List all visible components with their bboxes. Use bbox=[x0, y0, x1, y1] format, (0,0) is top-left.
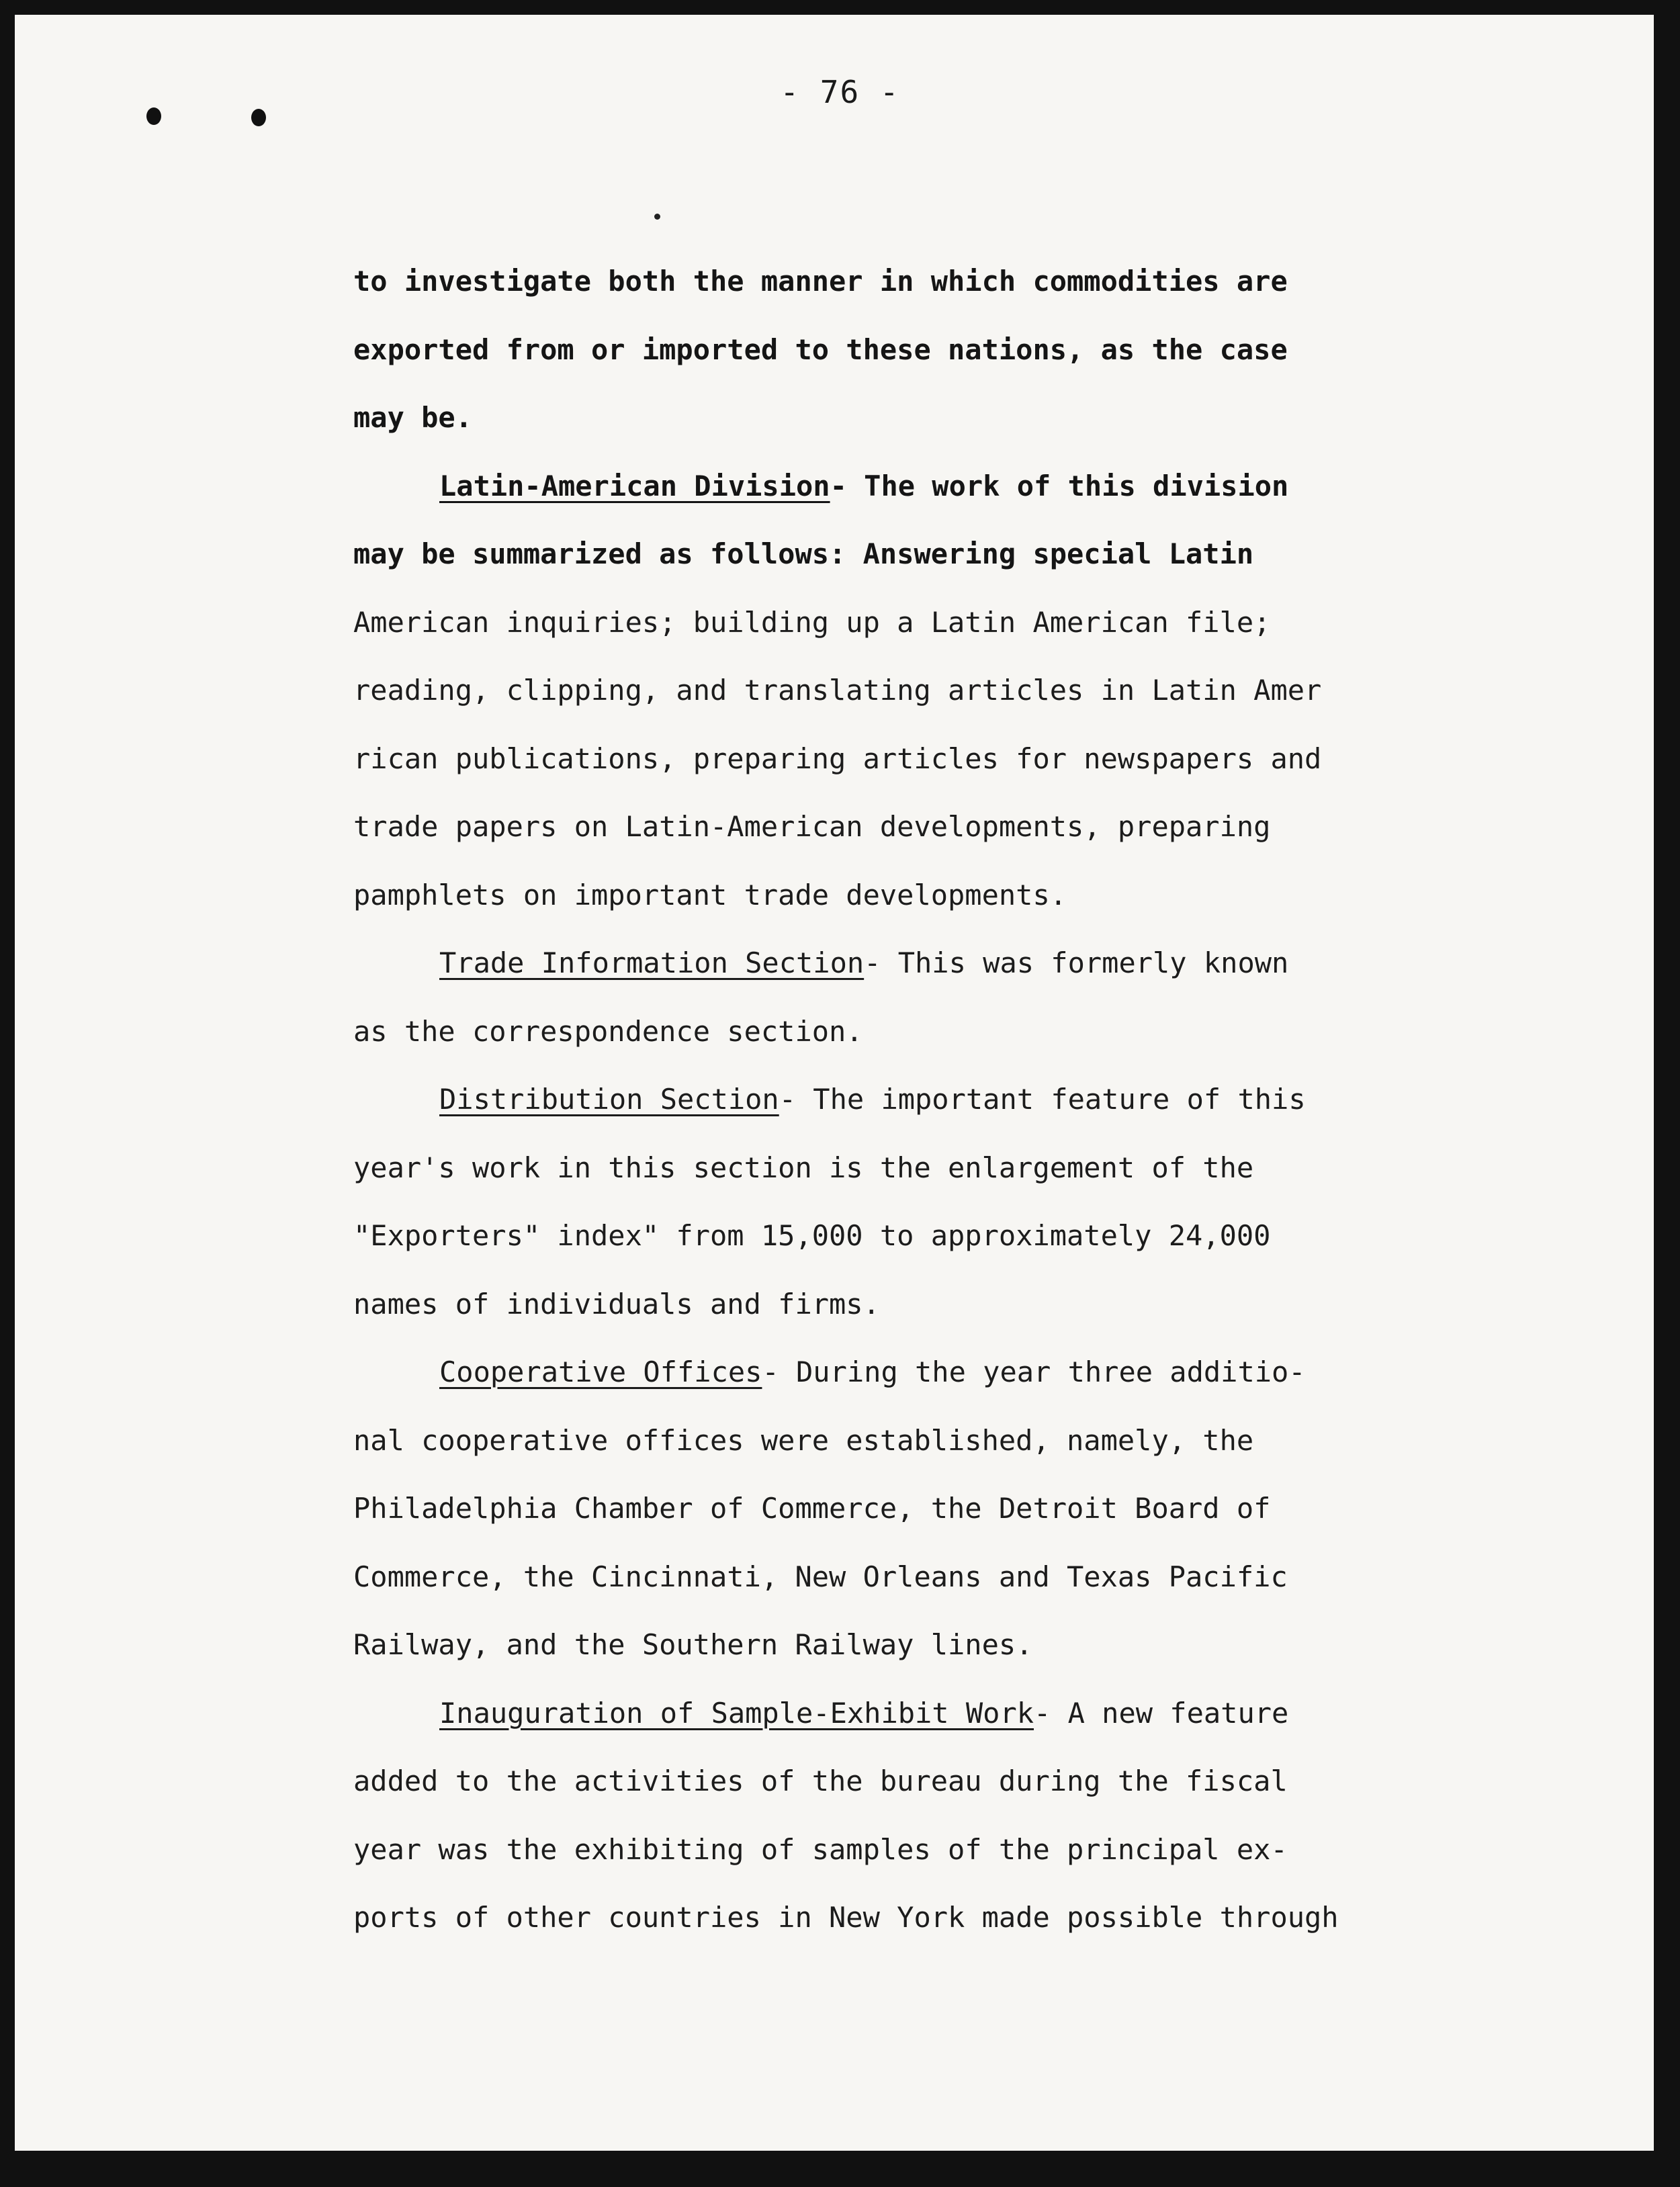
body-text bbox=[353, 247, 1401, 1952]
page-number: - 76 - bbox=[780, 74, 900, 110]
text-line: Philadelphia Chamber of Commerce, the Detroit Board of bbox=[353, 1492, 1271, 1525]
text-line: American inquiries; building up a Latin American file; bbox=[353, 605, 1271, 639]
section-heading: Distribution Section bbox=[439, 1083, 779, 1116]
text-line: as the correspondence section. bbox=[353, 1014, 863, 1048]
text-line: trade papers on Latin-American developments, preparing bbox=[353, 810, 1271, 843]
section-heading-line: Cooperative Offices- During the year three additio- bbox=[439, 1355, 1306, 1388]
text-line: may be. bbox=[353, 401, 473, 434]
text-line: year's work in this section is the enlargement of the bbox=[353, 1151, 1254, 1184]
text-line: exported from or imported to these nations, as the case bbox=[353, 332, 1288, 366]
text-line: pamphlets on important trade developments. bbox=[353, 878, 1067, 911]
text-line: Commerce, the Cincinnati, New Orleans and Texas Pacific bbox=[353, 1560, 1288, 1593]
text-line: reading, clipping, and translating articles in Latin Amer bbox=[353, 674, 1322, 707]
section-heading: Latin-American Division bbox=[439, 469, 830, 502]
text-line: names of individuals and firms. bbox=[353, 1287, 880, 1321]
text-line: nal cooperative offices were established, namely, the bbox=[353, 1423, 1254, 1457]
section-heading-line: Latin-American Division- The work of this division bbox=[439, 469, 1289, 502]
section-heading: Trade Information Section bbox=[439, 946, 865, 979]
text-line: "Exporters" index" from 15,000 to approximately 24,000 bbox=[353, 1219, 1271, 1252]
text-line: added to the activities of the bureau during the fiscal bbox=[353, 1765, 1288, 1797]
ink-speck bbox=[654, 214, 660, 220]
punch-hole-right bbox=[251, 109, 266, 126]
text-line: may be summarized as follows: Answering special Latin bbox=[353, 537, 1254, 570]
section-heading-line: Distribution Section- The important feature of this bbox=[439, 1083, 1306, 1116]
text-line: rican publications, preparing articles for newspapers and bbox=[353, 742, 1322, 775]
section-heading: Cooperative Offices bbox=[439, 1355, 762, 1388]
text-line: year was the exhibiting of samples of the principal ex- bbox=[353, 1832, 1288, 1866]
text-line: ports of other countries in New York made possible through bbox=[353, 1901, 1339, 1934]
section-heading-line: Inauguration of Sample-Exhibit Work- A new feature bbox=[439, 1696, 1289, 1730]
section-heading: Inauguration of Sample-Exhibit Work bbox=[439, 1696, 1034, 1730]
section-heading-line: Trade Information Section- This was formerly known bbox=[439, 946, 1289, 979]
text-line: Railway, and the Southern Railway lines. bbox=[353, 1628, 1033, 1661]
text-line: to investigate both the manner in which commodities are bbox=[353, 265, 1288, 298]
